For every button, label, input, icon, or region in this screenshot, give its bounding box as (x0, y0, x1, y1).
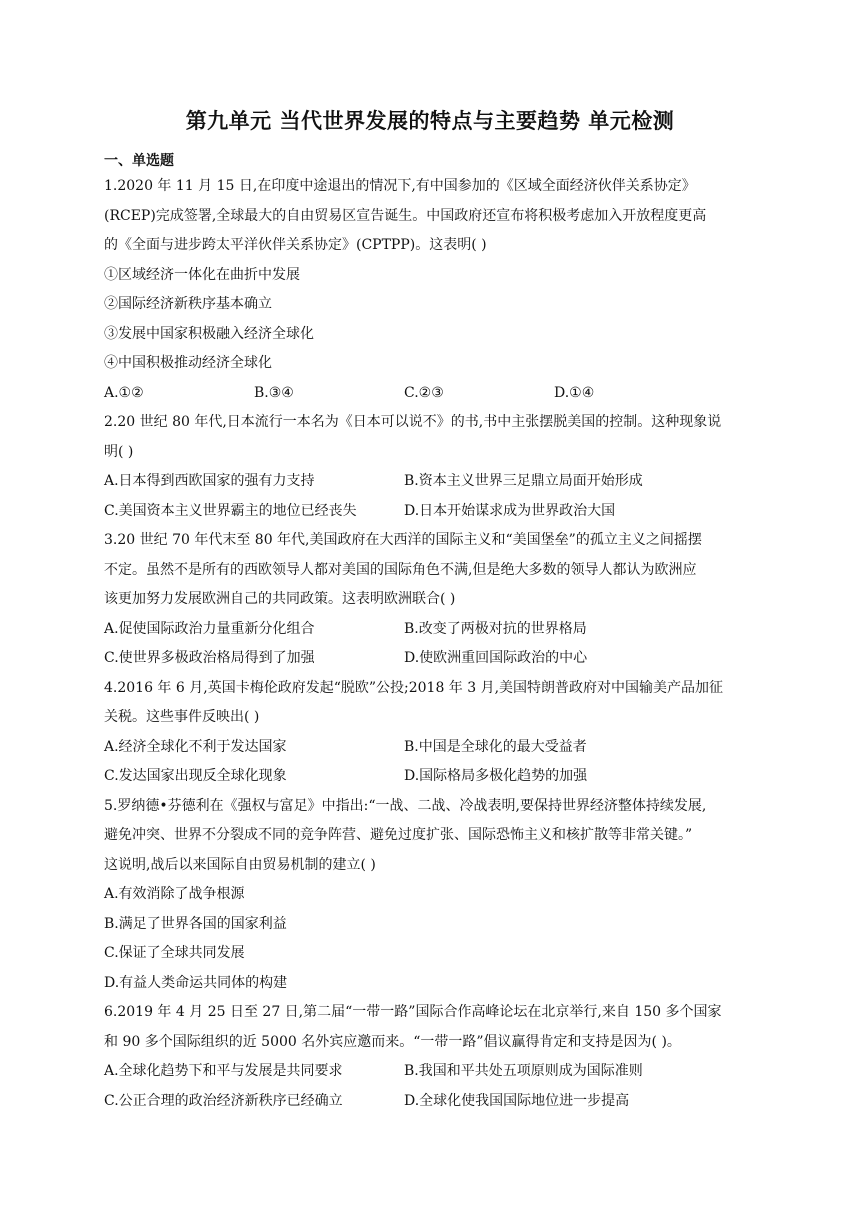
question-1-statement: ③发展中国家积极融入经济全球化 (104, 326, 314, 342)
question-2-options (104, 471, 764, 491)
section-heading: 一、单选题 (104, 153, 174, 169)
page-title: 第九单元 当代世界发展的特点与主要趋势 单元检测 (185, 109, 675, 133)
option-c: C.美国资本主义世界霸主的地位已经丧失 (104, 503, 357, 519)
question-1-statement: ②国际经济新秩序基本确立 (104, 296, 272, 312)
question-5-text: 避免冲突、世界不分裂成不同的竞争阵营、避免过度扩张、国际恐怖主义和核扩散等非常关键。” (104, 827, 693, 843)
question-3-text: 不定。虽然不是所有的西欧领导人都对美国的国际角色不满,但是绝大多数的领导人都认为欧洲应 (104, 562, 697, 578)
option-c: C.发达国家出现反全球化现象 (104, 768, 287, 784)
question-2-text: 2.20 世纪 80 年代,日本流行一本名为《日本可以说不》的书,书中主张摆脱美国的控制。这种现象说 (104, 414, 722, 430)
option-a: A.经济全球化不利于发达国家 (104, 739, 287, 755)
question-3-options (104, 619, 764, 639)
option-d: D.①④ (554, 385, 595, 401)
question-4-options (104, 766, 764, 786)
option-b: B.中国是全球化的最大受益者 (404, 739, 587, 755)
option-b: B.资本主义世界三足鼎立局面开始形成 (404, 473, 643, 489)
question-6-text: 6.2019 年 4 月 25 日至 27 日,第二届“一带一路”国际合作高峰论坛在北京举行,来自 150 多个国家 (104, 1004, 722, 1020)
question-3-text: 3.20 世纪 70 年代末至 80 年代,美国政府在大西洋的国际主义和“美国堡垒”的孤立主义之间摇摆 (104, 532, 702, 548)
question-6-options (104, 1061, 764, 1081)
option-a: A.①② (104, 385, 144, 401)
question-4-text: 4.2016 年 6 月,英国卡梅伦政府发起“脱欧”公投;2018 年 3 月,美国特朗普政府对中国输美产品加征 (104, 680, 724, 696)
option-b: B.改变了两极对抗的世界格局 (404, 621, 587, 637)
option-a: A.日本得到西欧国家的强有力支持 (104, 473, 315, 489)
option-b: B.我国和平共处五项原则成为国际准则 (404, 1063, 643, 1079)
question-6-text: 和 90 多个国际组织的近 5000 名外宾应邀而来。“一带一路”倡议赢得肯定和支持是因为( )。 (104, 1034, 681, 1050)
option-c: C.保证了全球共同发展 (104, 945, 245, 961)
question-3-options (104, 648, 764, 668)
question-1-statement: ④中国积极推动经济全球化 (104, 355, 272, 371)
question-1-statement: ①区域经济一体化在曲折中发展 (104, 267, 300, 283)
question-2-text: 明( ) (104, 444, 134, 460)
question-4-text: 关税。这些事件反映出( ) (104, 709, 260, 725)
option-d: D.日本开始谋求成为世界政治大国 (404, 503, 616, 519)
option-a: A.促使国际政治力量重新分化组合 (104, 621, 315, 637)
question-1-text: 1.2020 年 11 月 15 日,在印度中途退出的情况下,有中国参加的《区域全面经济伙伴关系协定》 (104, 178, 696, 194)
question-1-text: 的《全面与进步跨太平洋伙伴关系协定》(CPTPP)。这表明( ) (104, 237, 487, 253)
option-a: A.全球化趋势下和平与发展是共同要求 (104, 1063, 343, 1079)
question-2-options (104, 501, 764, 521)
option-d: D.全球化使我国国际地位进一步提高 (404, 1093, 630, 1109)
question-5-text: 这说明,战后以来国际自由贸易机制的建立( ) (104, 857, 376, 873)
option-c: C.使世界多极政治格局得到了加强 (104, 650, 315, 666)
question-1-options (104, 383, 764, 403)
option-a: A.有效消除了战争根源 (104, 886, 245, 902)
question-3-text: 该更加努力发展欧洲自己的共同政策。这表明欧洲联合( ) (104, 591, 456, 607)
option-d: D.国际格局多极化趋势的加强 (404, 768, 588, 784)
option-c: C.公正合理的政治经济新秩序已经确立 (104, 1093, 343, 1109)
question-1-text: (RCEP)完成签署,全球最大的自由贸易区宣告诞生。中国政府还宣布将积极考虑加入开放程度更高 (104, 208, 707, 224)
question-5-text: 5.罗纳德•芬德利在《强权与富足》中指出:“一战、二战、冷战表明,要保持世界经济整体持续发展, (104, 798, 707, 814)
option-d: D.有益人类命运共同体的构建 (104, 975, 288, 991)
question-4-options (104, 737, 764, 757)
option-b: B.满足了世界各国的国家利益 (104, 916, 287, 932)
option-d: D.使欧洲重回国际政治的中心 (404, 650, 588, 666)
question-6-options (104, 1091, 764, 1111)
option-b: B.③④ (254, 385, 294, 401)
option-c: C.②③ (404, 385, 444, 401)
